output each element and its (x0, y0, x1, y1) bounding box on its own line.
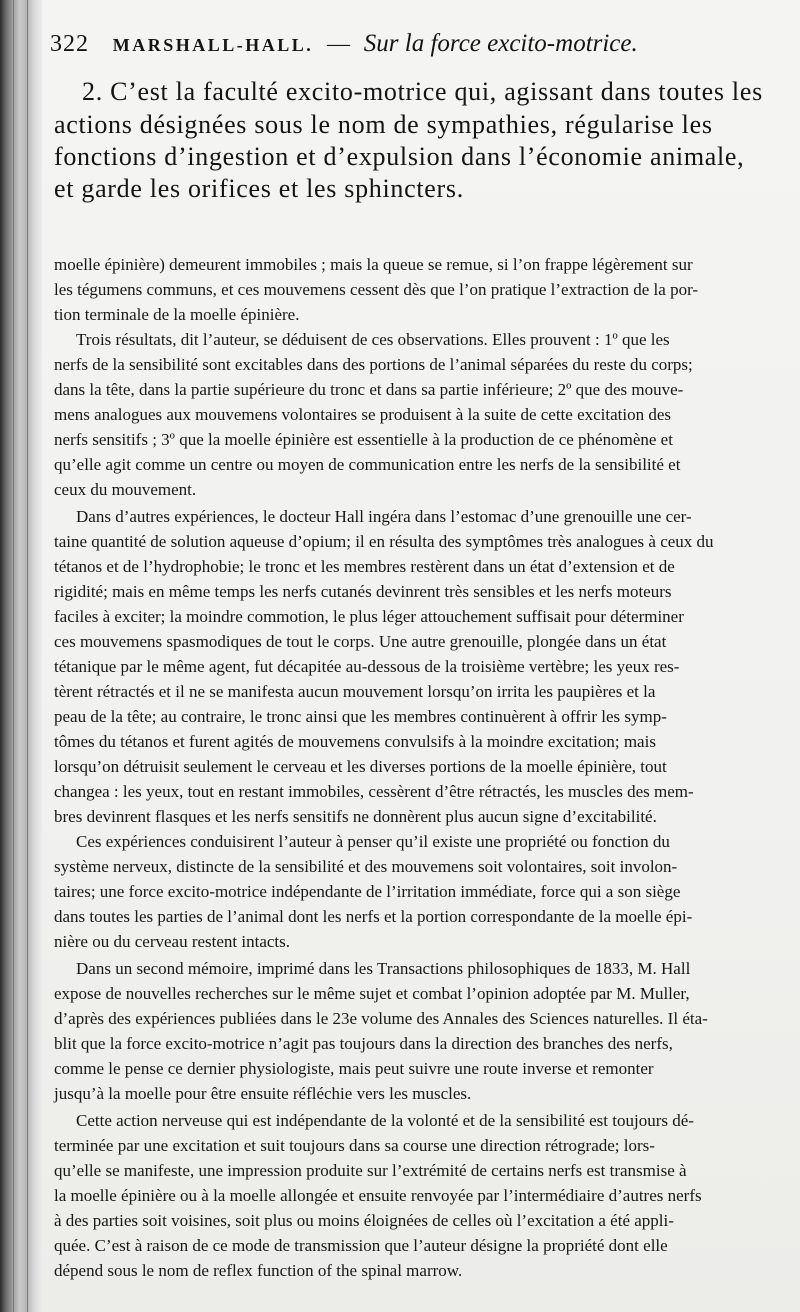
body-line: les tégumens communs, et ces mouvemens cessent dès que l’on pratique l’extraction de la por- (54, 280, 699, 299)
body-line: faciles à exciter; la moindre commotion, le plus léger attouchement suffisait pour déterminer (54, 607, 684, 626)
body-line: taine quantité de solution aqueuse d’opium; il en résulta des symptômes très analogues à ceux du (54, 532, 714, 551)
body-line: d’après des expériences publiées dans le 23e volume des Annales des Sciences naturelles. Il éta- (54, 1009, 708, 1028)
book-binding-gutter (0, 0, 42, 1312)
body-line: tômes du tétanos et furent agités de mouvemens convulsifs à la moindre excitation; mais (54, 732, 656, 751)
body-line: ces mouvemens spasmodiques de tout le corps. Une autre grenouille, plongée dans un état (54, 632, 667, 651)
body-line: nière ou du cerveau restent intacts. (54, 932, 291, 951)
top-paragraph-line: 2. C’est la faculté excito-motrice qui, agissant dans toutes les (82, 77, 763, 106)
body-line: système nerveux, distincte de la sensibilité et des mouvemens soit volontaires, soit involon- (54, 857, 678, 876)
gutter-edge-line (13, 0, 14, 1312)
body-line: ceux du mouvement. (54, 480, 197, 499)
body-line: la moelle épinière ou à la moelle allongée et ensuite renvoyée par l’intermédiaire d’autres nerfs (54, 1186, 702, 1205)
header-author: MARSHALL-HALL. (112, 35, 314, 55)
body-line: blit que la force excito-motrice n’agit pas toujours dans la direction des branches des nerfs, (54, 1034, 673, 1053)
body-line: tion terminale de la moelle épinière. (54, 305, 300, 324)
body-line: dépend sous le nom de reflex function of the spinal marrow. (54, 1261, 463, 1280)
body-line: lorsqu’on détruisit seulement le cerveau et les diverses portions de la moelle épinière, tout (54, 757, 667, 776)
body-line: à des parties soit voisines, soit plus ou moins éloignées de celles où l’excitation a été appli- (54, 1211, 674, 1230)
body-line: nerfs de la sensibilité sont excitables dans des portions de l’animal séparées du reste du corps; (54, 355, 693, 374)
body-line: Dans d’autres expériences, le docteur Hall ingéra dans l’estomac d’une grenouille une cer- (76, 507, 692, 526)
body-line: rigidité; mais en même temps les nerfs cutanés devinrent très sensibles et les nerfs moteurs (54, 582, 672, 601)
body-line: dans toutes les parties de l’animal dont les nerfs et la portion correspondante de la moelle épi- (54, 907, 693, 926)
body-line: jusqu’à la moelle pour être ensuite réfléchie vers les muscles. (54, 1084, 472, 1103)
body-line: mens analogues aux mouvemens volontaires se produisent à la suite de cette excitation des (54, 405, 672, 424)
body-line: nerfs sensitifs ; 3º que la moelle épinière est essentielle à la production de ce phénomène et (54, 430, 673, 449)
body-line: comme le pense ce dernier physiologiste, mais peut suivre une route inverse et remonter (54, 1059, 654, 1078)
top-paragraph-line: fonctions d’ingestion et d’expulsion dans l’économie animale, (54, 142, 745, 171)
page-number: 322 (50, 31, 89, 57)
body-line: Ces expériences conduisirent l’auteur à penser qu’il existe une propriété ou fonction du (76, 832, 670, 851)
body-line: terminée par une excitation et suit toujours dans sa course une direction rétrograde; lors- (54, 1136, 655, 1155)
body-line: tétanique par le même agent, fut décapitée au-dessous de la troisième vertèbre; les yeux res- (54, 657, 680, 676)
body-line: tèrent rétractés et il ne se manifesta aucun mouvement lorsqu’on irrita les paupières et la (54, 682, 656, 701)
body-line: moelle épinière) demeurent immobiles ; mais la queue se remue, si l’on frappe légèrement sur (54, 255, 693, 274)
body-line: qu’elle se manifeste, une impression produite sur l’extrémité de certains nerfs est transmise à (54, 1161, 687, 1180)
body-line: peau de la tête; au contraire, le tronc ainsi que les membres continuèrent à offrir les symp- (54, 707, 667, 726)
running-header (50, 30, 790, 58)
top-paragraph-line: et garde les orifices et les sphincters. (54, 174, 464, 203)
body-line: quée. C’est à raison de ce mode de transmission que l’auteur désigne la propriété dont elle (54, 1236, 668, 1255)
body-line: changea : les yeux, tout en restant immobiles, cessèrent d’être rétractés, les muscles des mem- (54, 782, 694, 801)
body-line: Dans un second mémoire, imprimé dans les Transactions philosophiques de 1833, M. Hall (76, 959, 691, 978)
body-line: taires; une force excito-motrice indépendante de l’irritation immédiate, force qui a son siège (54, 882, 681, 901)
body-line: Trois résultats, dit l’auteur, se déduisent de ces observations. Elles prouvent : 1º que les (76, 330, 670, 349)
body-line: bres devinrent flasques et les nerfs sensitifs ne donnèrent plus aucun signe d’excitabilité. (54, 807, 657, 826)
header-dash: — (327, 31, 351, 56)
header-title: Sur la force excito-motrice. (363, 30, 638, 57)
body-line: expose de nouvelles recherches sur le même sujet et combat l’opinion adoptée par M. Muller, (54, 984, 690, 1003)
body-line: Cette action nerveuse qui est indépendante de la volonté et de la sensibilité est toujours dé- (76, 1111, 694, 1130)
gutter-edge-line (27, 0, 28, 1312)
body-line: qu’elle agit comme un centre ou moyen de communication entre les nerfs de la sensibilité et (54, 455, 681, 474)
body-line: dans la tête, dans la partie supérieure du tronc et dans sa partie inférieure; 2º que des mouve- (54, 380, 684, 399)
body-line: tétanos et de l’hydrophobie; le tronc et les membres restèrent dans un état d’extension et de (54, 557, 675, 576)
top-paragraph-line: actions désignées sous le nom de sympathies, régularise les (54, 110, 713, 139)
